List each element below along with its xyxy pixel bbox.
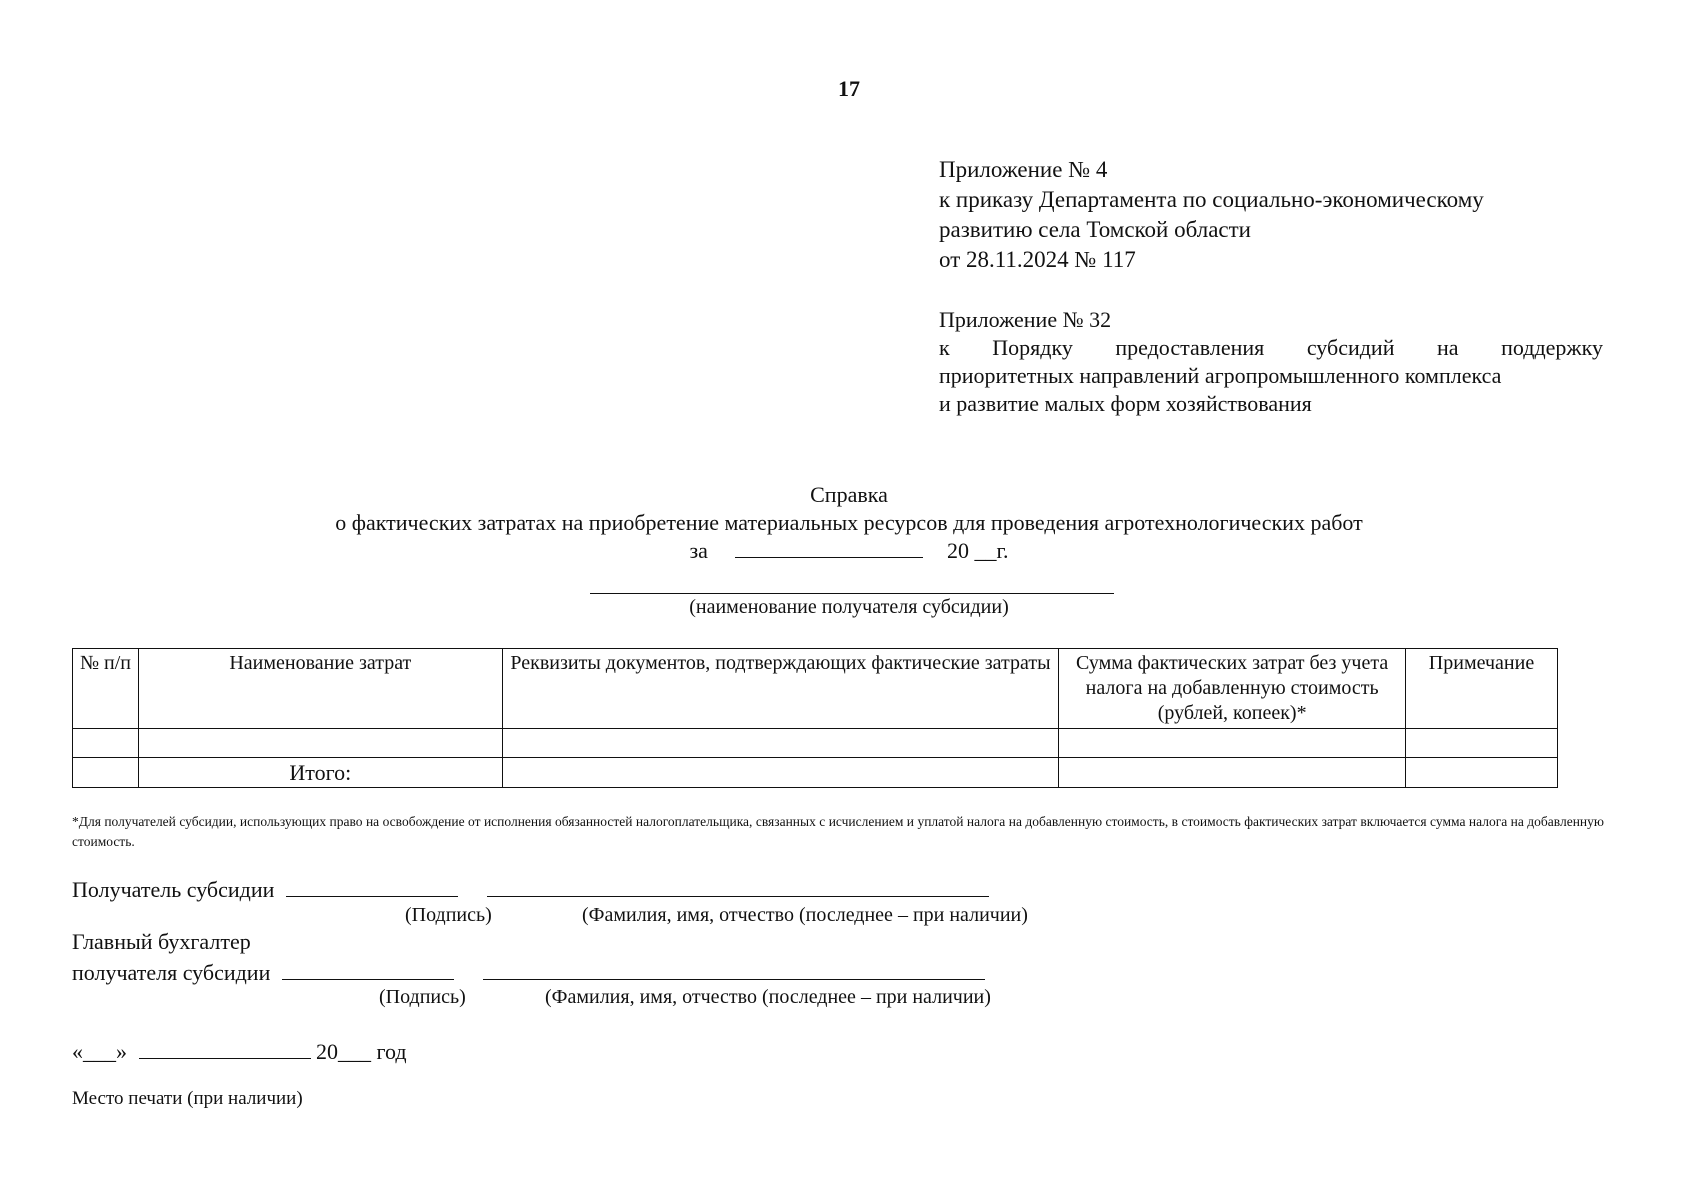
header-documents: Реквизиты документов, подтверждающих фактические затраты xyxy=(502,649,1059,729)
total-cell-documents[interactable] xyxy=(502,758,1059,788)
accountant-name-caption: (Фамилия, имя, отчество (последнее – при наличии) xyxy=(545,986,991,1008)
accountant-signature-caption: (Подпись) xyxy=(379,986,466,1008)
period-year: 20 __г. xyxy=(946,538,1009,563)
date-year: 20___ год xyxy=(316,1039,407,1064)
date-line xyxy=(72,1036,407,1065)
appendix-4-line2: развитию села Томской области xyxy=(939,217,1251,242)
total-cell-number xyxy=(73,758,139,788)
appendix-32-block xyxy=(939,306,1603,418)
page-number: 17 xyxy=(838,76,860,101)
appendix-32-title: Приложение № 32 xyxy=(939,307,1112,332)
table-header-row xyxy=(73,649,1558,729)
appendix-32-line1: к Порядку предоставления субсидий на поддержку xyxy=(939,335,1603,360)
recipient-signature-line xyxy=(72,874,989,903)
recipient-label: Получатель субсидии xyxy=(72,877,275,902)
appendix-32-line2: приоритетных направлений агропромышленного комплекса xyxy=(939,363,1502,388)
document-title: Справка xyxy=(810,482,888,507)
recipient-name-field-blank[interactable] xyxy=(487,874,989,897)
header-number: № п/п xyxy=(73,649,139,729)
header-note: Примечание xyxy=(1406,649,1558,729)
cell-documents[interactable] xyxy=(502,729,1059,758)
footnote: *Для получателей субсидии, использующих право на освобождение от исполнения обязанностей налогоплательщика, связанных с исчислением и уплатой налога на добавленную стоимость, в стоимость фактических затрат включается сумма налога на добавленную стоимость. xyxy=(72,814,1604,849)
appendix-4-block xyxy=(939,155,1619,275)
table-row xyxy=(73,729,1558,758)
recipient-signature-blank[interactable] xyxy=(286,874,458,897)
cell-number[interactable] xyxy=(73,729,139,758)
accountant-label-2: получателя субсидии xyxy=(72,960,271,985)
accountant-name-field-blank[interactable] xyxy=(483,957,985,980)
document-subtitle: о фактических затратах на приобретение материальных ресурсов для проведения агротехнологических работ xyxy=(335,510,1363,535)
appendix-4-line1: к приказу Департамента по социально-экономическому xyxy=(939,187,1484,212)
period-prefix: за xyxy=(689,538,708,563)
costs-table xyxy=(72,648,1558,788)
appendix-4-line3: от 28.11.2024 № 117 xyxy=(939,247,1136,272)
cell-amount[interactable] xyxy=(1059,729,1406,758)
total-cell-amount[interactable] xyxy=(1059,758,1406,788)
date-day: «___» xyxy=(72,1039,127,1064)
recipient-caption: (наименование получателя субсидии) xyxy=(689,596,1009,618)
appendix-4-title: Приложение № 4 xyxy=(939,157,1108,182)
recipient-name-caption: (Фамилия, имя, отчество (последнее – при наличии) xyxy=(582,904,1028,926)
recipient-signature-caption: (Подпись) xyxy=(405,904,492,926)
accountant-label-1: Главный бухгалтер xyxy=(72,929,251,954)
total-label: Итого: xyxy=(138,758,502,788)
total-cell-note[interactable] xyxy=(1406,758,1558,788)
date-month-blank[interactable] xyxy=(139,1036,311,1059)
period-line xyxy=(0,538,1698,564)
appendix-32-line3: и развитие малых форм хозяйствования xyxy=(939,391,1312,416)
period-blank[interactable] xyxy=(735,557,923,558)
cell-cost-name[interactable] xyxy=(138,729,502,758)
stamp-place-label: Место печати (при наличии) xyxy=(72,1088,303,1109)
header-amount: Сумма фактических затрат без учета налога на добавленную стоимость (рублей, копеек)* xyxy=(1059,649,1406,729)
recipient-name-blank[interactable] xyxy=(590,593,1114,594)
accountant-signature-line xyxy=(72,957,985,986)
header-cost-name: Наименование затрат xyxy=(138,649,502,729)
cell-note[interactable] xyxy=(1406,729,1558,758)
accountant-signature-blank[interactable] xyxy=(282,957,454,980)
total-row xyxy=(73,758,1558,788)
